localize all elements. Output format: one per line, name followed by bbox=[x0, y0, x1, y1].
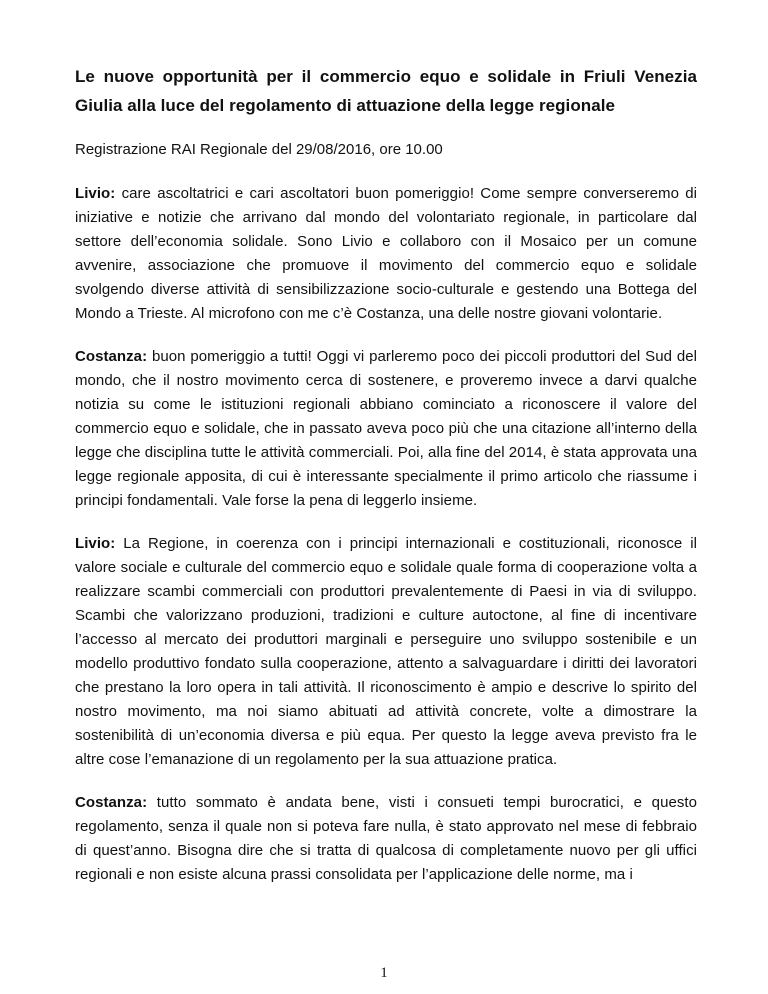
paragraph-costanza-intro bbox=[75, 345, 697, 513]
speaker-label: Livio: bbox=[75, 535, 116, 552]
recording-info: Registrazione RAI Regionale del 29/08/2016, ore 10.00 bbox=[75, 141, 443, 158]
paragraph-text: La Regione, in coerenza con i principi internazionali e costituzionali, riconosce il valore sociale e culturale del commercio equo e solidale quale forma di cooperazione volta a realizzare scambi commerciali con produttori prevalentemente di Paesi in via di sviluppo. Scambi che valorizzano produzioni, tradizioni e culture autoctone, al fine di incentivare l’accesso al mercato dei produttori marginali e perseguire uno sviluppo sostenibile e un modello produttivo fondato sulla cooperazione, attento a salvaguardare i diritti dei lavoratori che prestano la loro opera in tali attività. Il riconoscimento è ampio e descrive lo spirito del nostro movimento, ma noi siamo abituati ad attività concrete, volte a dimostrare la sostenibilità di un’economia diversa e più equa. Per questo la legge aveva previsto fra le altre cose l’emanazione di un regolamento per la sua attuazione pratica. bbox=[75, 535, 698, 768]
speaker-label: Livio: bbox=[75, 185, 116, 202]
paragraph-text: buon pomeriggio a tutti! Oggi vi parleremo poco dei piccoli produttori del Sud del mondo, che il nostro movimento cerca di sostenere, e proveremo invece a darvi qualche notizia su come le istituzioni regionali abbiano cominciato a riconoscere il valore del commercio equo e solidale, che in passato aveva poco più che una citazione all’interno della legge che disciplina tutte le attività commerciali. Poi, alla fine del 2014, è stata approvata una legge regionale apposita, di cui è interessante specialmente il primo articolo che riassume i principi fondamentali. Vale forse la pena di leggerlo insieme. bbox=[75, 348, 697, 509]
document-body bbox=[75, 62, 697, 906]
paragraph-livio-intro bbox=[75, 182, 697, 326]
document-title: Le nuove opportunità per il commercio equo e solidale in Friuli Venezia Giulia alla luce del regolamento di attuazione della legge regionale bbox=[75, 67, 697, 115]
paragraph-text: care ascoltatrici e cari ascoltatori buon pomeriggio! Come sempre converseremo di iniziative e notizie che arrivano dal mondo del volontariato regionale, in particolare dal settore dell’economia solidale. Sono Livio e collaboro con il Mosaico per un comune avvenire, associazione che promuove il movimento del commercio equo e solidale svolgendo diverse attività di sensibilizzazione socio-culturale e gestendo una Bottega del Mondo a Trieste. Al microfono con me c’è Costanza, una delle nostre giovani volontarie. bbox=[75, 185, 697, 322]
paragraph-livio-law bbox=[75, 532, 697, 772]
paragraph-costanza-regulation bbox=[75, 791, 697, 887]
speaker-label: Costanza: bbox=[75, 794, 148, 811]
page-number: 1 bbox=[380, 965, 388, 981]
paragraph-text: tutto sommato è andata bene, visti i consueti tempi burocratici, e questo regolamento, senza il quale non si poteva fare nulla, è stato approvato nel mese di febbraio di quest’anno. Bisogna dire che si tratta di qualcosa di completamente nuovo per gli uffici regionali e non esiste alcuna prassi consolidata per l’applicazione delle norme, ma i bbox=[75, 794, 698, 883]
speaker-label: Costanza: bbox=[75, 348, 148, 365]
